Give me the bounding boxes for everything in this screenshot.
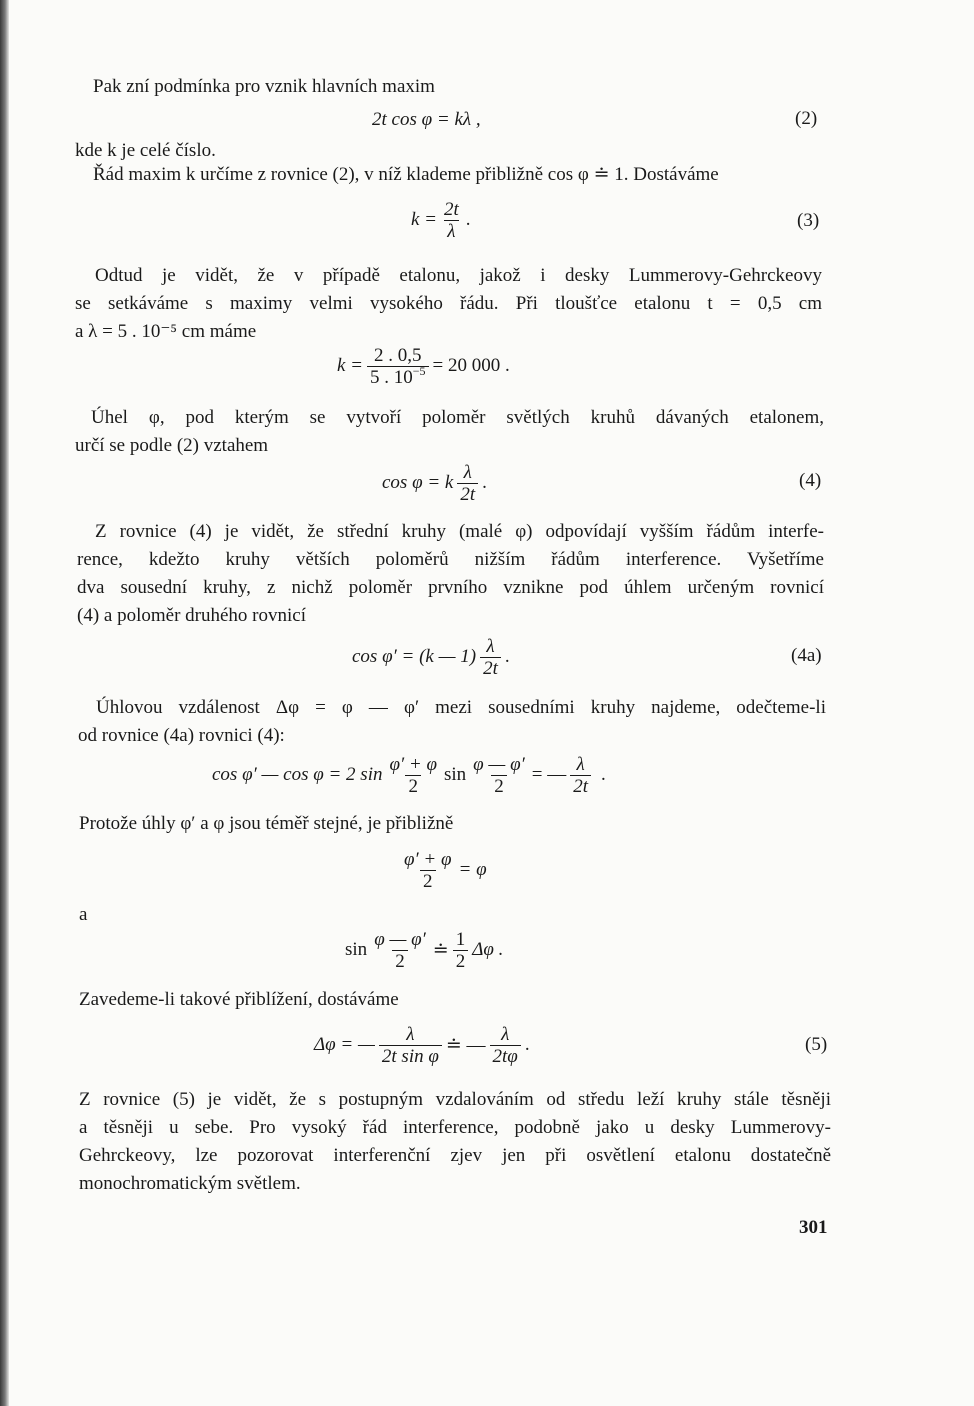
paragraph-angle: Úhel φ, pod kterým se vytvoří poloměr světlých kruhů dávaných etalonem, určí se podle (2) vztahem	[75, 407, 824, 456]
equation-5: Δφ = — $\frac{\lambda}{\text{2t sin φ}}$ ≐ — $\frac{\lambda}{2t\varphi}$ .	[314, 1023, 530, 1067]
equation-number-5: (5)	[805, 1034, 828, 1055]
fraction: $\frac{2 . 0,5}{5 . 10^{-5}}$	[367, 345, 429, 388]
paragraph-order: Řád maxim k určíme z rovnice (2), v níž klademe přibližně cos φ ≐ 1. Dostáváme	[93, 164, 719, 185]
equation-3: k = $\frac{2t}{\lambda}$ .	[411, 198, 471, 242]
equation-4: cos φ = k $\frac{\lambda}{2t}$ .	[382, 461, 487, 505]
paragraph-intro: Pak zní podmínka pro vznik hlavních maxim	[93, 76, 435, 97]
paragraph-k-integer: kde k je celé číslo.	[75, 140, 216, 161]
equation-approx-2: sin $\frac{\varphi — \varphi'}{2}$ ≐ $\frac{1}{2}$ Δφ .	[345, 928, 504, 972]
fraction: $\frac{\lambda}{2t\varphi}$	[490, 1024, 521, 1067]
equation-difference: cos φ′ — cos φ = 2 sin $\frac{\varphi' + \varphi}{2}$ sin $\frac{\varphi — \varphi'}{2}$ = — $\frac{\lambda}{2t}$ .	[212, 753, 606, 797]
conjunction-a: a	[79, 904, 88, 925]
paragraph-angular-distance: Úhlovou vzdálenost Δφ = φ — φ′ mezi sousedními kruhy najdeme, odečteme-li od rovnice (4a) rovnici (4):	[78, 697, 826, 746]
equation-number-4: (4)	[799, 470, 822, 491]
equation-number-4a: (4a)	[791, 645, 822, 666]
fraction: $\frac{\varphi — \varphi'}{2}$	[473, 753, 525, 797]
paragraph-approximation: Zavedeme-li takové přiblížení, dostáváme	[79, 989, 399, 1010]
equation-number-2: (2)	[795, 108, 818, 129]
page-number: 301	[799, 1217, 828, 1238]
fraction: $\frac{\lambda}{2t}$	[457, 462, 478, 505]
fraction: $\frac{\lambda}{2t}$	[570, 754, 591, 797]
paragraph-neighbour-rings: Z rovnice (4) je vidět, že střední kruhy (malé φ) odpovídají vyšším řádům interfe- rence, kdežto kruhy větších poloměrů nižším řádům interference. Vyšetříme dva sousední kruhy, z nichž poloměr prvního vznikne pod úhlem určeným rovnicí (4) a poloměr druhého rovnicí	[77, 521, 824, 626]
equation-2: 2t cos φ = kλ ,	[372, 109, 481, 130]
equation-approx-1: $\frac{\varphi' + \varphi}{2}$ = φ	[397, 845, 487, 895]
fraction: $\frac{\lambda}{\text{2t sin φ}}$	[379, 1024, 442, 1067]
paragraph-high-order: Odtud je vidět, že v případě etalonu, jakož i desky Lummerovy-Gehrckeovy se setkáváme s maximy velmi vysokého řádu. Při tloušťce etalonu t = 0,5 cm a λ = 5 . 10⁻⁵ cm máme	[75, 265, 822, 342]
fraction: $\frac{\lambda}{2t}$	[480, 636, 501, 679]
fraction: $\frac{2t}{\lambda}$	[444, 198, 459, 242]
paragraph-approx-intro: Protože úhly φ′ a φ jsou téměř stejné, je přibližně	[79, 813, 454, 834]
fraction: $\frac{1}{2}$	[453, 929, 469, 972]
equation-number-3: (3)	[797, 210, 820, 231]
fraction: $\frac{\varphi' + \varphi}{2}$	[389, 753, 437, 797]
paragraph-conclusion: Z rovnice (5) je vidět, že s postupným vzdalováním od středu leží kruhy stále těsněji a těsněji u sebe. Pro vysoký řád interference, podobně jako u desky Lummerovy- Gehrckeovy, lze pozorovat interferenční zjev jen při osvětlení etalonu dostatečně monochromatickým světlem.	[79, 1089, 831, 1194]
fraction: $\frac{\varphi' + \varphi}{2}$	[404, 848, 452, 892]
equation-4a: cos φ′ = (k — 1) $\frac{\lambda}{2t}$ .	[352, 635, 510, 679]
fraction: $\frac{\varphi — \varphi'}{2}$	[374, 928, 426, 972]
equation-k-value: k = $\frac{2 . 0,5}{5 . 10^{-5}}$ = 20 000 .	[337, 344, 510, 388]
